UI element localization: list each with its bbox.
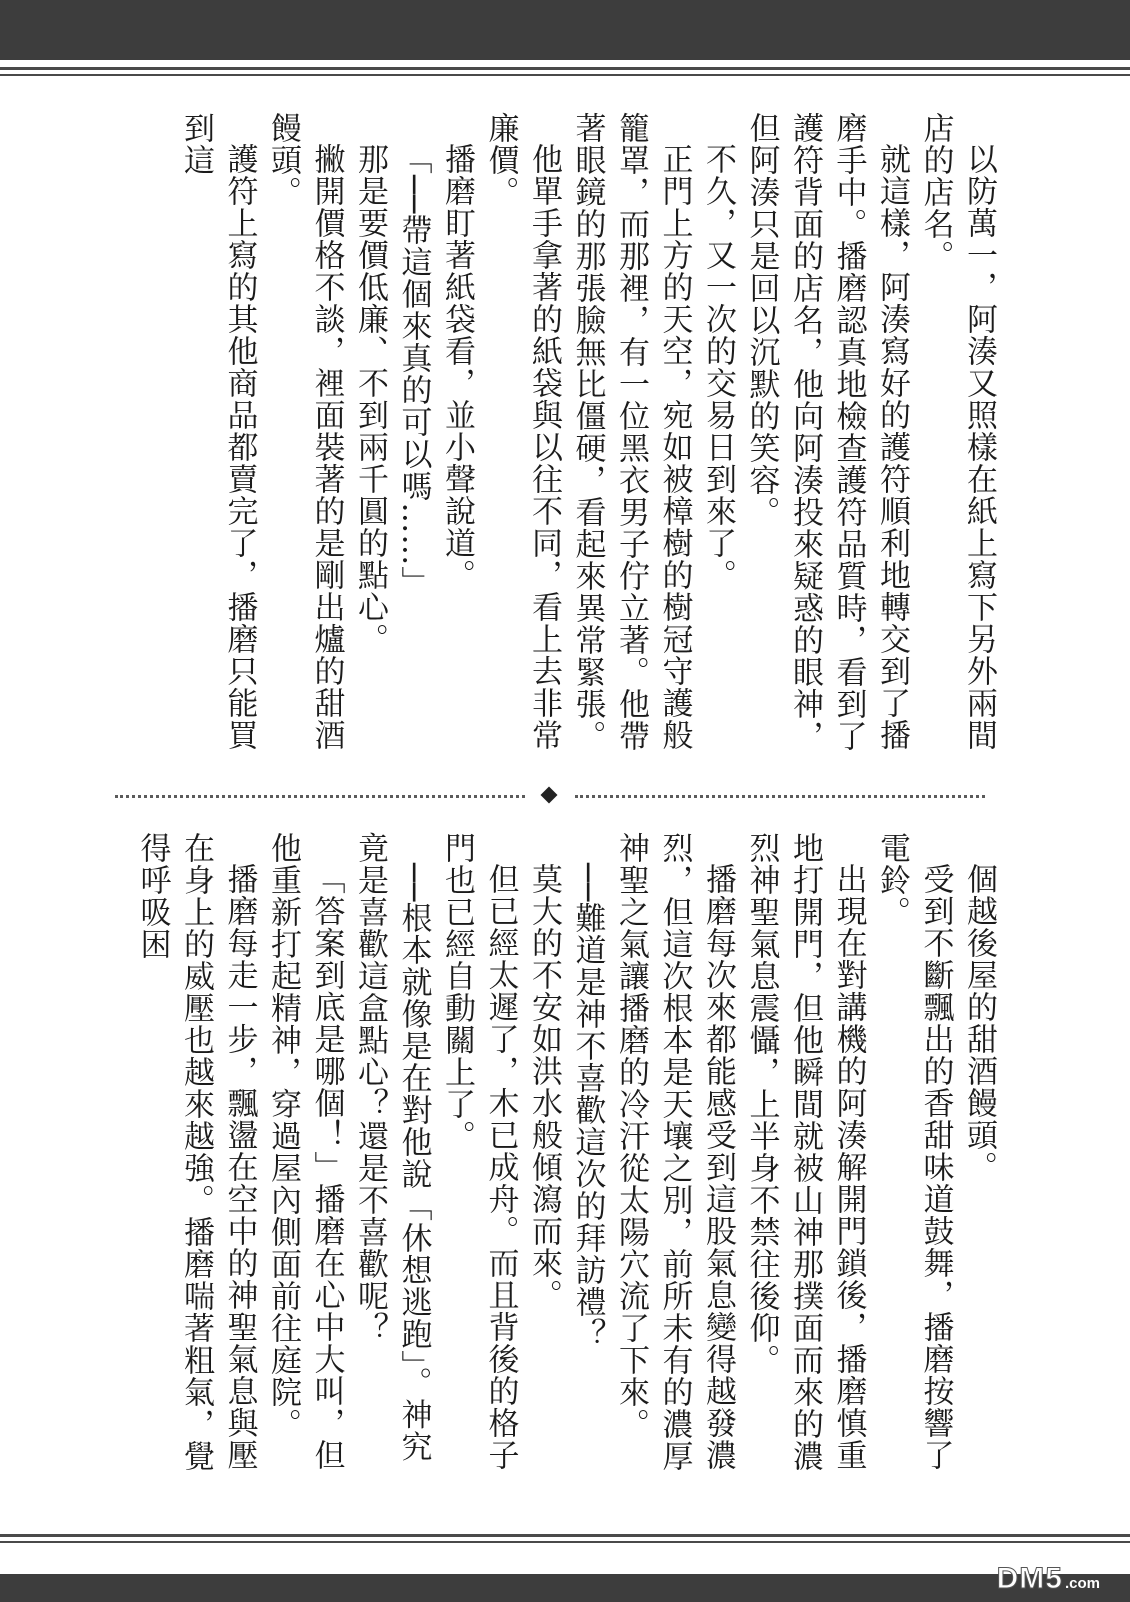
paragraph: 個越後屋的甜酒饅頭。 <box>961 863 997 1183</box>
top-border-line-inner <box>0 74 1130 76</box>
bottom-border-line <box>0 1534 1130 1537</box>
paragraph: 撇開價格不談，裡面裝著的是剛出爐的甜酒饅頭。 <box>265 112 345 751</box>
paragraph: 受到不斷飄出的香甜味道鼓舞，播磨按響了電鈴。 <box>874 832 954 1471</box>
top-border-line <box>0 67 1130 70</box>
paragraph: 「──帶這個來真的可以嗎……」 <box>395 143 432 599</box>
paragraph: 護符上寫的其他商品都賣完了，播磨只能買到這 <box>178 112 258 751</box>
watermark-logo-text: DM5 <box>996 1562 1063 1595</box>
paragraph: ──根本就像是在對他說「休想逃跑」。神究竟是喜歡這盒點心？還是不喜歡呢？ <box>352 832 432 1463</box>
top-dark-band <box>0 0 1130 60</box>
paragraph: 播磨盯著紙袋看，並小聲說道。 <box>439 143 475 591</box>
bottom-dark-band <box>0 1574 1130 1602</box>
paragraph: 播磨每次來都能感受到這股氣息變得越發濃烈，但這次根本是天壤之別，前所未有的濃厚神聖之氣讓播磨的冷汗從太陽穴流了下來。 <box>613 832 736 1472</box>
upper-text-block <box>120 112 1000 752</box>
paragraph: 播磨每走一步，飄盪在空中的神聖氣息與壓在身上的威壓也越來越強。播磨喘著粗氣，覺得呼吸困 <box>134 832 258 1472</box>
paragraph: 「答案到底是哪個！」播磨在心中大叫，但他重新打起精神，穿過屋內側面前往庭院。 <box>265 832 345 1471</box>
paragraph: ──難道是神不喜歡這次的拜訪禮？ <box>569 863 606 1351</box>
bottom-border-line-inner <box>0 1541 1130 1543</box>
divider-dots-right <box>575 795 985 798</box>
divider-dots-left <box>115 795 525 798</box>
paragraph: 以防萬一，阿湊又照樣在紙上寫下另外兩間店的店名。 <box>917 112 997 751</box>
lower-text-block <box>120 832 1000 1488</box>
paragraph: 出現在對講機的阿湊解開門鎖後，播磨慎重地打開門，但他瞬間就被山神那撲面而來的濃烈神聖氣息震懾，上半身不禁往後仰。 <box>743 832 867 1472</box>
site-watermark <box>997 1562 1100 1596</box>
section-divider <box>115 788 985 804</box>
paragraph: 他單手拿著的紙袋與以往不同，看上去非常廉價。 <box>482 112 562 751</box>
watermark-domain-text: .com <box>1064 1575 1100 1592</box>
paragraph: 不久，又一次的交易日到來了。 <box>700 143 736 591</box>
paragraph: 就這樣，阿湊寫好的護符順利地轉交到了播磨手中。播磨認真地檢查護符品質時，看到了護符背面的店名，他向阿湊投來疑惑的眼神，但阿湊只是回以沉默的笑容。 <box>743 112 910 752</box>
diamond-ornament-icon <box>541 787 558 804</box>
paragraph: 莫大的不安如洪水般傾瀉而來。 <box>526 863 562 1311</box>
paragraph: 但已經太遲了，木已成舟。而且背後的格子門也已經自動關上了。 <box>439 832 519 1471</box>
paragraph: 那是要價低廉、不到兩千圓的點心。 <box>352 143 388 655</box>
paragraph: 正門上方的天空，宛如被樟樹的樹冠守護般籠罩，而那裡，有一位黑衣男子佇立著。他帶著眼鏡的那張臉無比僵硬，看起來異常緊張。 <box>569 112 693 752</box>
